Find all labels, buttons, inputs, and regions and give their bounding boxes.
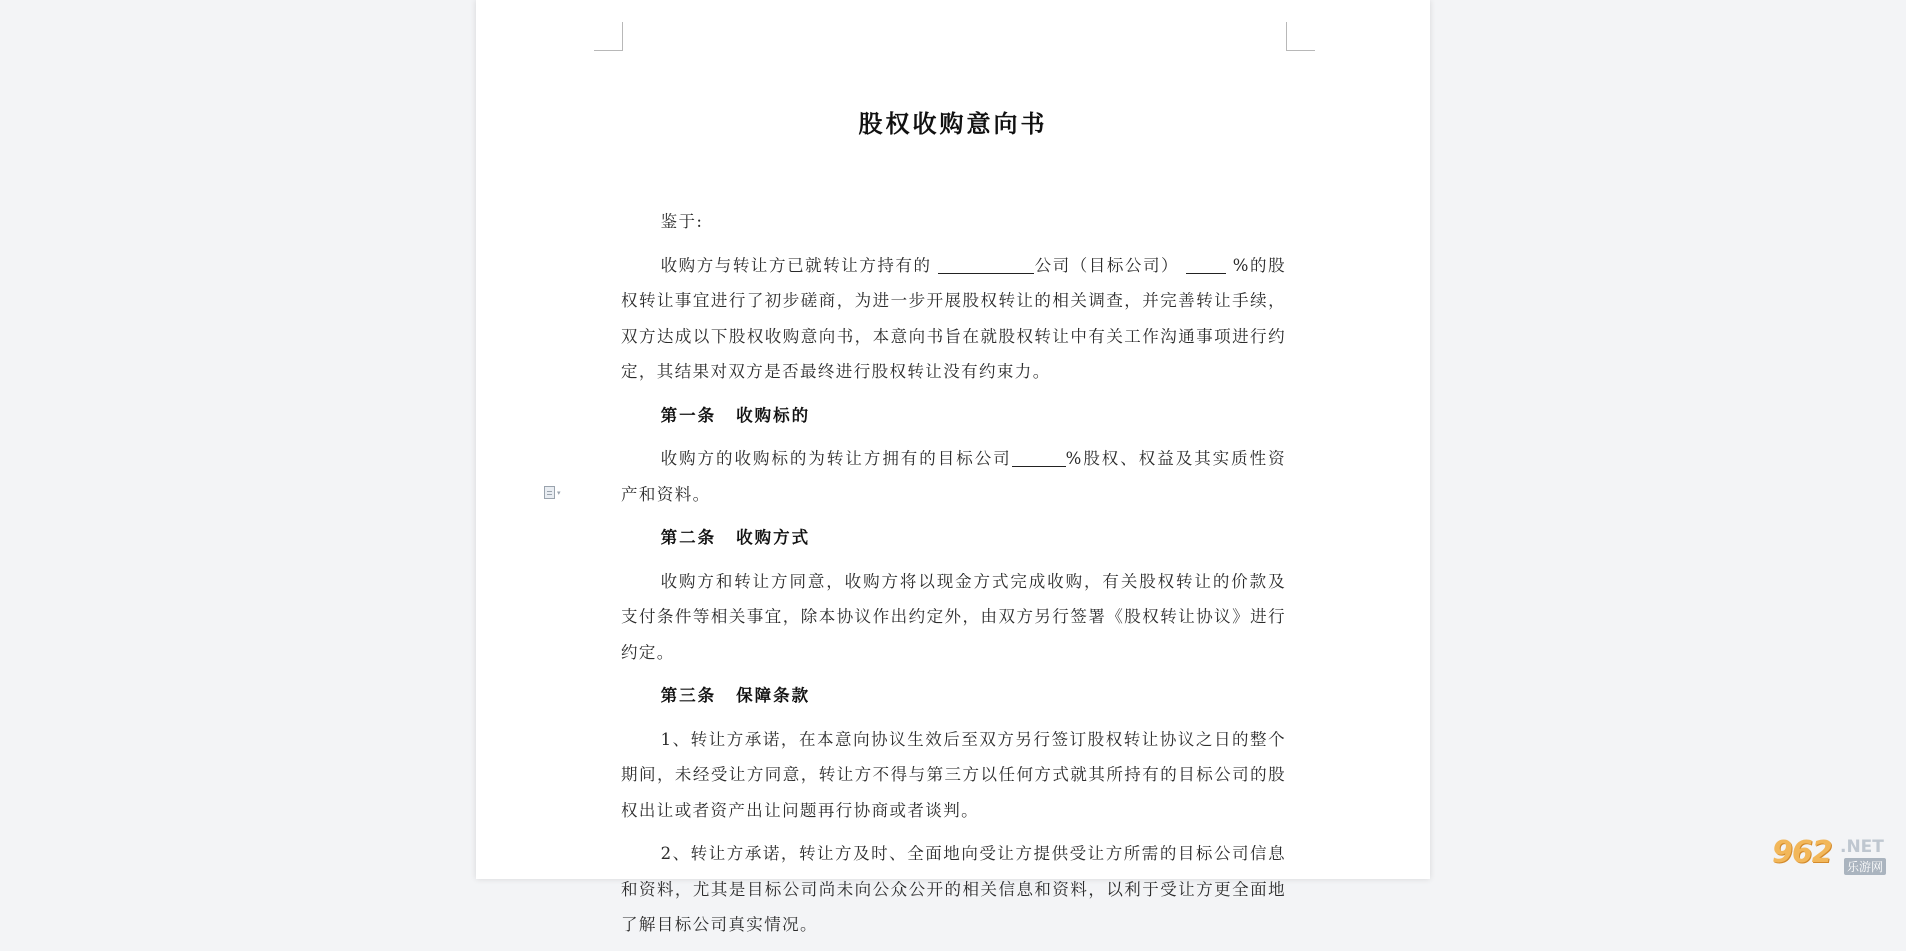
article-heading bbox=[621, 520, 1286, 556]
article-title: 保障条款 bbox=[736, 686, 811, 705]
body-paragraph bbox=[621, 248, 1286, 390]
paragraph-text: %股权、权益及其实质性资产和资料。 bbox=[621, 449, 1286, 504]
article-title: 收购标的 bbox=[736, 405, 811, 425]
article-number: 第一条 bbox=[660, 405, 717, 425]
paragraph-text: 收购方的收购标的为转让方拥有的目标公司 bbox=[660, 449, 1012, 468]
body-paragraph: 2、转让方承诺，转让方及时、全面地向受让方提供受让方所需的目标公司信息和资料，尤其是目标公司尚未向公众公开的相关信息和资料，以利于受让方更全面地了解目标公司真实情况。 bbox=[621, 844, 1286, 934]
chevron-down-icon: ▾ bbox=[557, 488, 561, 497]
paragraph-text: %的股权转让事宜进行了初步磋商，为进一步开展股权转让的相关调查，并完善转让手续，双方达成以下股权收购意向书，本意向书旨在就股权转让中有关工作沟通事项进行约定，其结果对双方是否最终进行股权转让没有约束力。 bbox=[621, 255, 1286, 381]
paragraph-options-button[interactable] bbox=[544, 486, 561, 499]
body-paragraph bbox=[621, 441, 1286, 512]
article-number: 第三条 bbox=[660, 686, 717, 705]
watermark-suffix: .NET bbox=[1840, 837, 1884, 857]
margin-corner-top-left bbox=[594, 22, 623, 51]
article-title: 收购方式 bbox=[736, 528, 811, 547]
paragraph-text: 收购方与转让方已就转让方持有的 bbox=[660, 255, 939, 275]
fill-in-blank[interactable] bbox=[938, 253, 1034, 274]
fill-in-blank[interactable] bbox=[1186, 253, 1226, 274]
body-paragraph: 收购方和转让方同意，收购方将以现金方式完成收购，有关股权转让的价款及支付条件等相关事宜，除本协议作出约定外，由双方另行签署《股权转让协议》进行约定。 bbox=[621, 571, 1286, 662]
fill-in-blank[interactable] bbox=[1012, 446, 1066, 467]
paragraph-text: 公司（目标公司） bbox=[1034, 255, 1186, 275]
body-paragraph: 1、转让方承诺，在本意向协议生效后至双方另行签订股权转让协议之日的整个期间，未经受让方同意，转让方不得与第三方以任何方式就其所持有的目标公司的股权出让或者资产出让问题再行协商或者谈判。 bbox=[621, 729, 1286, 820]
document-icon bbox=[544, 486, 555, 499]
document-body[interactable] bbox=[621, 204, 1286, 951]
document-title: 股权收购意向书 bbox=[858, 109, 1048, 138]
article-heading bbox=[621, 678, 1286, 714]
margin-corner-top-right bbox=[1286, 22, 1315, 51]
site-watermark-logo bbox=[1760, 835, 1900, 875]
body-paragraph: 鉴于: bbox=[660, 212, 704, 231]
article-heading bbox=[621, 398, 1286, 434]
article-number: 第二条 bbox=[660, 528, 717, 547]
document-page bbox=[476, 0, 1430, 934]
watermark-site-name: 乐游网 bbox=[1844, 858, 1886, 875]
watermark-number: 962 bbox=[1772, 835, 1832, 870]
